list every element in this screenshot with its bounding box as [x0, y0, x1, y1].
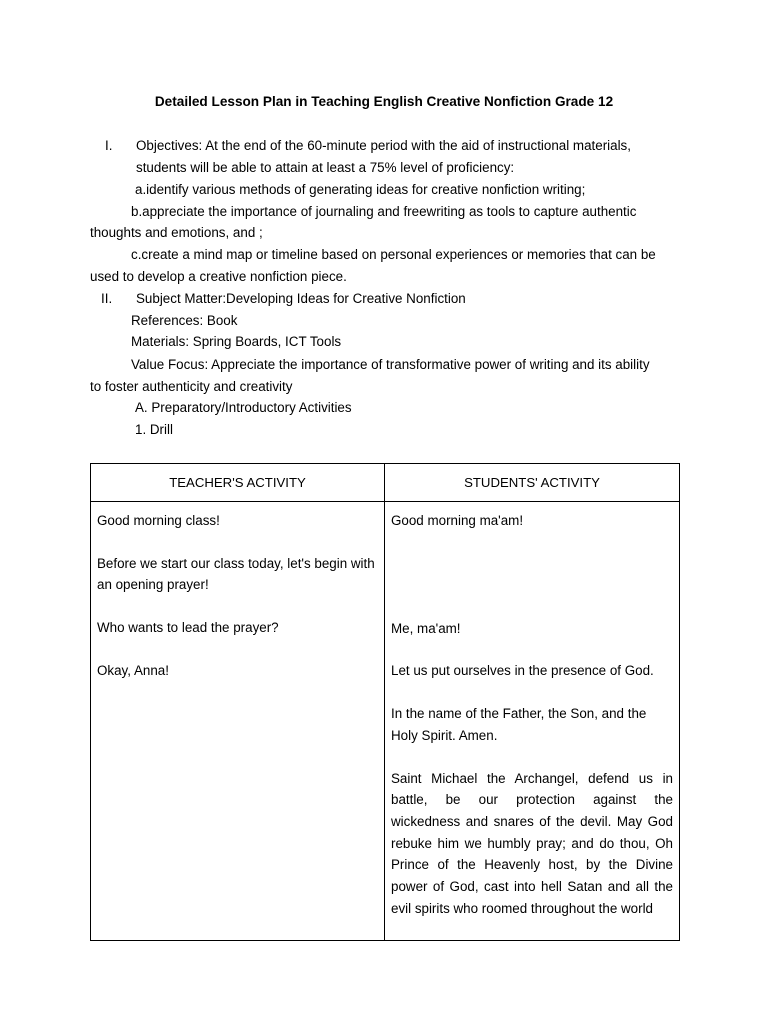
subject-matter-numeral: II.: [101, 291, 113, 306]
references-line: References: Book: [131, 313, 238, 328]
teacher-line: Good morning class!: [97, 513, 220, 528]
student-line: In the name of the Father, the Son, and the Holy Spirit. Amen.: [391, 706, 647, 743]
section-a-heading: A. Preparatory/Introductory Activities: [135, 400, 352, 415]
objective-b-line-2: thoughts and emotions, and ;: [90, 225, 263, 240]
student-line: Good morning ma'am!: [391, 513, 524, 528]
objectives-numeral: I.: [105, 138, 113, 153]
teacher-line: Okay, Anna!: [97, 662, 169, 678]
teacher-line: Who wants to lead the prayer?: [97, 620, 279, 636]
lesson-plan-title: Detailed Lesson Plan in Teaching English Creative Nonfiction Grade 12: [154, 94, 614, 109]
teacher-line: Before we start our class today, let's begin with an opening prayer!: [97, 555, 375, 593]
objective-a: a.identify various methods of generating ideas for creative nonfiction writing;: [135, 182, 586, 197]
student-line: Let us put ourselves in the presence of God.: [391, 663, 654, 679]
students-activity-header: STUDENTS' ACTIVITY: [385, 464, 680, 502]
teacher-activity-header: TEACHER'S ACTIVITY: [91, 464, 385, 502]
objectives-line-1: Objectives: At the end of the 60-minute period with the aid of instructional materials,: [136, 138, 631, 153]
objective-b-line-1: b.appreciate the importance of journaling and freewriting as tools to capture authentic: [131, 204, 637, 219]
drill-item: 1. Drill: [135, 422, 173, 437]
table-header-row: [91, 464, 680, 502]
objective-c-line-1: c.create a mind map or timeline based on personal experiences or memories that can be: [131, 247, 656, 262]
activity-table: [90, 463, 680, 941]
subject-matter-heading: Subject Matter:Developing Ideas for Creative Nonfiction: [136, 291, 466, 306]
table-row: [91, 502, 680, 941]
objectives-line-2: students will be able to attain at least a 75% level of proficiency:: [136, 160, 515, 175]
teacher-activity-cell: [91, 502, 385, 941]
value-focus-line-2: to foster authenticity and creativity: [90, 379, 293, 394]
student-prayer: Saint Michael the Archangel, defend us in battle, be our protection against the wickedness and snares of the devil. May God rebuke him we humbly pray; and do thou, Oh Prince of the Heavenly host, by the Divine power of God, cast into hell Satan and all the evil spirits who roomed throughout the world: [391, 770, 673, 916]
value-focus-line-1: Value Focus: Appreciate the importance of transformative power of writing and its ability: [131, 357, 650, 372]
student-line: Me, ma'am!: [391, 620, 461, 636]
materials-line: Materials: Spring Boards, ICT Tools: [131, 334, 342, 349]
objective-c-line-2: used to develop a creative nonfiction piece.: [90, 269, 347, 284]
students-activity-cell: [385, 502, 680, 941]
